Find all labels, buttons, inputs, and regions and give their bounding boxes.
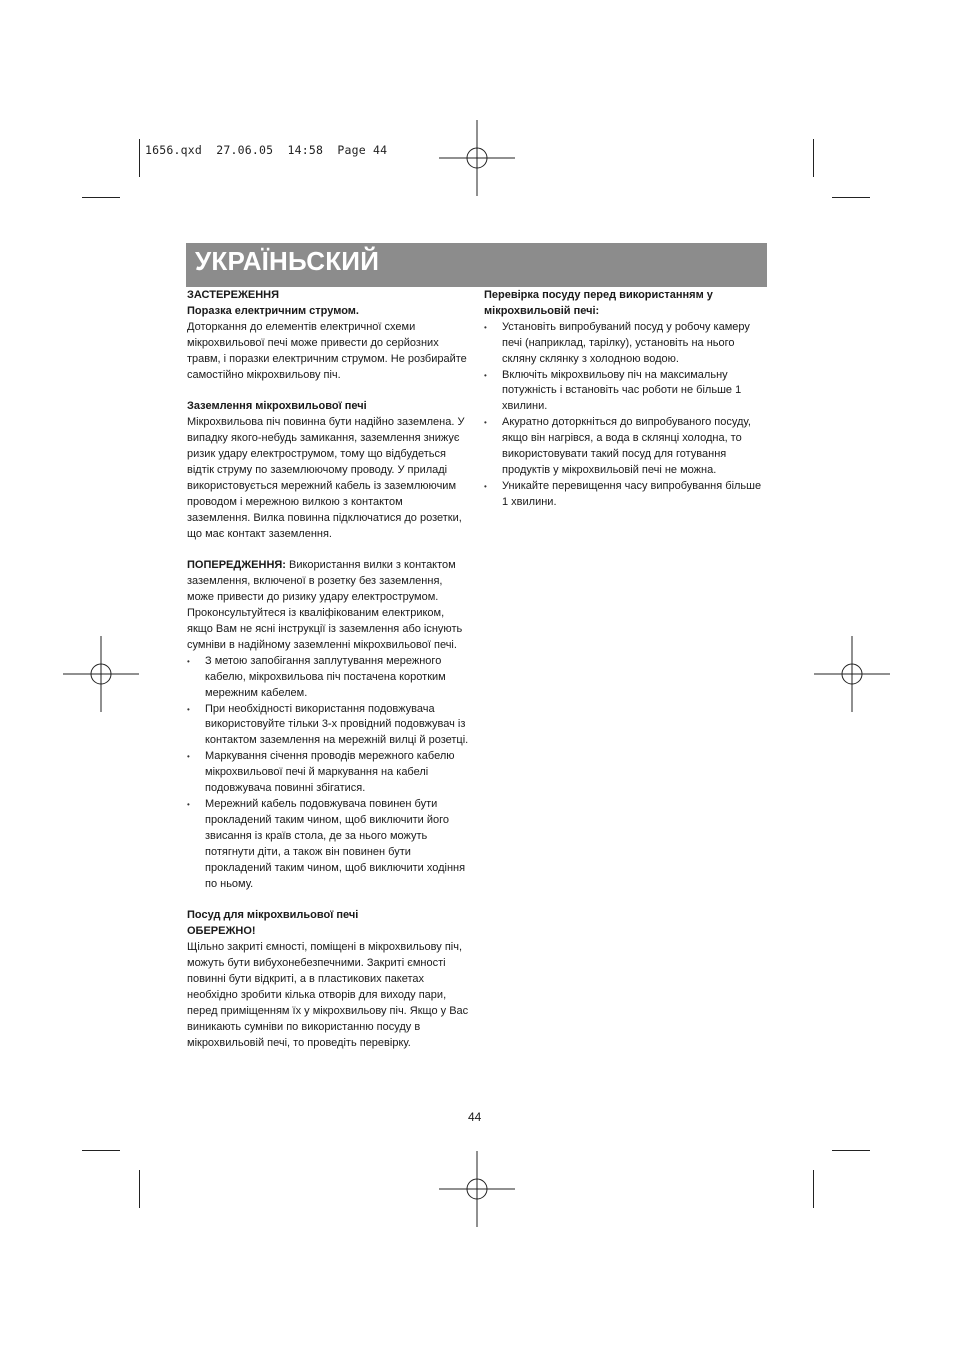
crop-mark: [82, 1150, 120, 1151]
crop-mark: [813, 139, 814, 177]
caution-label: ПОПЕРЕДЖЕННЯ:: [187, 559, 286, 572]
caution-text: Використання вилки з контактом заземлення, включеної в розетку без заземлення, може привести до ризику удару електрострумом. Проконсультуйтеся із кваліфікованим електриком, якщо Вам не ясні інструкції із заземлення або існують сумніви в надійному заземленні мікрохвильової печі.: [187, 559, 463, 651]
banner-title: УКРАЇНЬСКИЙ: [195, 246, 380, 276]
grounding-paragraph: Мікрохвильова піч повинна бути надійно заземлена. У випадку якого-небудь замикання, заземлення знижує ризик удару електрострумом, тому що відбудеться відтік струму по заземлюючому проводу. У приладі використовується мережний кабель із заземлюючим проводом і мережною вилкою з контактом заземлення. Вилка повинна підключатися до розетки, що має контакт заземлення.: [187, 416, 465, 540]
spacer: [187, 542, 469, 558]
crop-mark: [139, 1170, 140, 1208]
crop-mark: [832, 1150, 870, 1151]
shock-heading: Поразка електричним струмом.: [187, 304, 359, 317]
cable-bullet-list: [187, 654, 469, 893]
page-number: 44: [468, 1110, 482, 1124]
list-item: • Уникайте перевищення часу випробування більше 1 хвилини.: [484, 479, 767, 511]
cookware-heading: Посуд для мікрохвильової печі: [187, 909, 359, 922]
crop-mark: [82, 197, 120, 198]
language-banner: [186, 243, 767, 287]
list-item: • Маркування січення проводів мережного кабелю мікрохвильової печі й маркування на кабелі подовжувача повинні збігатися.: [187, 749, 469, 797]
list-item: • Мережний кабель подовжувача повинен бути прокладений таким чином, щоб виключити його звисання із країв стола, де за нього можуть потягнути діти, а також він повинен бути прокладений таким чином, щоб виключити ходіння по ньому.: [187, 797, 469, 892]
right-column: [484, 288, 767, 511]
check-heading: Перевірка посуду перед використанням у мікрохвильовій печі:: [484, 289, 713, 317]
file-slug: 1656.qxd 27.06.05 14:58 Page 44: [145, 143, 388, 157]
spacer: [187, 892, 469, 908]
warnings-heading: ЗАСТЕРЕЖЕННЯ: [187, 289, 280, 301]
spacer: [187, 383, 469, 399]
list-item: • Включіть мікрохвильову піч на максимальну потужність і встановіть час роботи не більше 1 хвилини.: [484, 368, 767, 416]
registration-mark-icon: [439, 1151, 515, 1227]
cookware-paragraph: Щільно закриті ємності, поміщені в мікрохвильову піч, можуть бути вибухонебезпечними. Закриті ємності повинні бути відкриті, а в пластикових пакетах необхідно зробити кілька отворів для виходу пари, перед приміщенням їх у мікрохвильову піч. Якщо у Вас виникають сумніви по використанню посуду в мікрохвильовій печі, то проведіть перевірку.: [187, 941, 469, 1049]
list-item: • Установіть випробуваний посуд у робочу камеру печі (наприклад, тарілку), установіть на нього скляну склянку з холодною водою.: [484, 320, 767, 368]
shock-paragraph: Доторкання до елементів електричної схеми мікрохвильової печі може привести до серйозних травм, і поразки електричним струмом. Не розбирайте самостійно мікрохвильову піч.: [187, 320, 467, 381]
list-item: • З метою запобігання заплутування мережного кабелю, мікрохвильова піч постачена коротким мережним кабелем.: [187, 654, 469, 702]
careful-heading: ОБЕРЕЖНО!: [187, 925, 256, 938]
registration-mark-icon: [814, 636, 890, 712]
grounding-heading: Заземлення мікрохвильової печі: [187, 400, 367, 413]
list-item: • При необхідності використання подовжувача використовуйте тільки 3-х провідний подовжувач із контактом заземлення на мережній вилці й розетці.: [187, 702, 469, 750]
list-item: • Акуратно доторкніться до випробуваного посуду, якщо він нагрівся, а вода в склянці холодна, то використовувати такий посуд для готування продуктів у мікрохвильовій печі не можна.: [484, 415, 767, 479]
crop-mark: [832, 197, 870, 198]
caution-paragraph: [187, 558, 469, 653]
left-column: [187, 288, 469, 1051]
registration-mark-icon: [63, 636, 139, 712]
crop-mark: [813, 1170, 814, 1208]
registration-mark-icon: [439, 120, 515, 196]
check-bullet-list: [484, 320, 767, 511]
crop-mark: [139, 139, 140, 177]
